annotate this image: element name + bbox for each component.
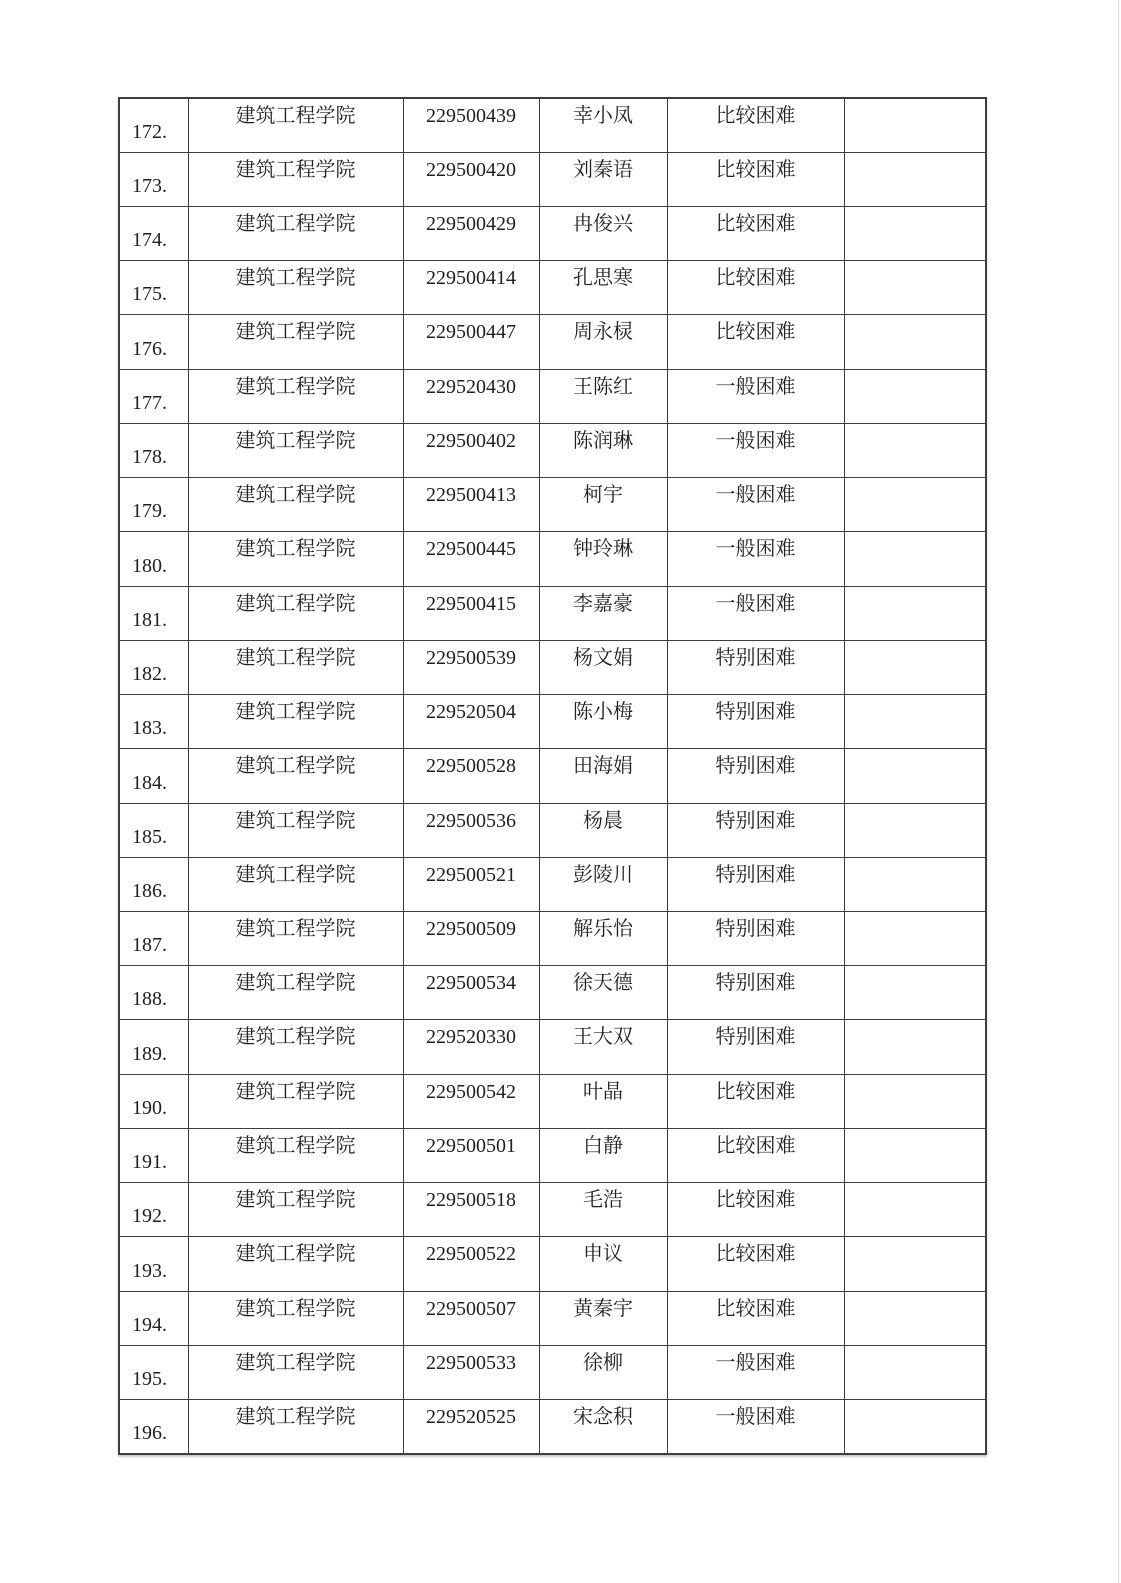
- cell-college: 建筑工程学院: [188, 532, 403, 586]
- cell-note: [844, 695, 986, 749]
- table-row: [119, 1345, 986, 1399]
- cell-name: 田海娟: [539, 749, 667, 803]
- cell-name: 周永棂: [539, 315, 667, 369]
- cell-student_id: 229500509: [403, 912, 539, 966]
- table-row: [119, 261, 986, 315]
- cell-name: 白静: [539, 1128, 667, 1182]
- page-edge-line: [1118, 0, 1119, 1583]
- cell-college: 建筑工程学院: [188, 315, 403, 369]
- cell-student_id: 229520430: [403, 369, 539, 423]
- cell-note: [844, 152, 986, 206]
- cell-name: 叶晶: [539, 1074, 667, 1128]
- cell-college: 建筑工程学院: [188, 152, 403, 206]
- table-row: [119, 1074, 986, 1128]
- cell-level: 比较困难: [667, 152, 844, 206]
- cell-student_id: 229500534: [403, 966, 539, 1020]
- cell-college: 建筑工程学院: [188, 586, 403, 640]
- table-row: [119, 1183, 986, 1237]
- table-row: [119, 1400, 986, 1454]
- cell-no: 174.: [119, 206, 188, 260]
- cell-level: 比较困难: [667, 261, 844, 315]
- cell-note: [844, 369, 986, 423]
- student-roster-table-body: [119, 98, 986, 1454]
- cell-college: 建筑工程学院: [188, 1183, 403, 1237]
- cell-no: 194.: [119, 1291, 188, 1345]
- cell-student_id: 229500439: [403, 98, 539, 152]
- cell-note: [844, 857, 986, 911]
- cell-college: 建筑工程学院: [188, 423, 403, 477]
- table-row: [119, 478, 986, 532]
- cell-name: 孔思寒: [539, 261, 667, 315]
- cell-no: 177.: [119, 369, 188, 423]
- cell-level: 比较困难: [667, 98, 844, 152]
- cell-name: 王大双: [539, 1020, 667, 1074]
- cell-student_id: 229520330: [403, 1020, 539, 1074]
- cell-name: 徐柳: [539, 1345, 667, 1399]
- table-row: [119, 532, 986, 586]
- cell-student_id: 229500536: [403, 803, 539, 857]
- cell-level: 一般困难: [667, 1345, 844, 1399]
- cell-no: 183.: [119, 695, 188, 749]
- cell-no: 176.: [119, 315, 188, 369]
- cell-note: [844, 586, 986, 640]
- cell-level: 特别困难: [667, 857, 844, 911]
- cell-level: 一般困难: [667, 369, 844, 423]
- cell-no: 180.: [119, 532, 188, 586]
- cell-name: 解乐怡: [539, 912, 667, 966]
- cell-student_id: 229500420: [403, 152, 539, 206]
- table-row: [119, 857, 986, 911]
- cell-note: [844, 1020, 986, 1074]
- cell-no: 178.: [119, 423, 188, 477]
- cell-student_id: 229500447: [403, 315, 539, 369]
- cell-level: 特别困难: [667, 695, 844, 749]
- cell-level: 一般困难: [667, 586, 844, 640]
- cell-level: 一般困难: [667, 532, 844, 586]
- cell-name: 陈润琳: [539, 423, 667, 477]
- table-row: [119, 369, 986, 423]
- cell-name: 冉俊兴: [539, 206, 667, 260]
- cell-no: 193.: [119, 1237, 188, 1291]
- cell-no: 190.: [119, 1074, 188, 1128]
- table-row: [119, 912, 986, 966]
- table-row: [119, 152, 986, 206]
- cell-college: 建筑工程学院: [188, 206, 403, 260]
- cell-level: 比较困难: [667, 315, 844, 369]
- cell-student_id: 229520525: [403, 1400, 539, 1454]
- cell-student_id: 229500413: [403, 478, 539, 532]
- cell-name: 宋念积: [539, 1400, 667, 1454]
- cell-level: 特别困难: [667, 1020, 844, 1074]
- cell-no: 187.: [119, 912, 188, 966]
- cell-college: 建筑工程学院: [188, 261, 403, 315]
- table-row: [119, 1128, 986, 1182]
- cell-note: [844, 749, 986, 803]
- cell-note: [844, 966, 986, 1020]
- cell-no: 181.: [119, 586, 188, 640]
- cell-level: 特别困难: [667, 966, 844, 1020]
- cell-note: [844, 912, 986, 966]
- cell-name: 钟玲琳: [539, 532, 667, 586]
- cell-student_id: 229500402: [403, 423, 539, 477]
- cell-level: 比较困难: [667, 1183, 844, 1237]
- cell-college: 建筑工程学院: [188, 478, 403, 532]
- cell-name: 杨晨: [539, 803, 667, 857]
- cell-note: [844, 532, 986, 586]
- cell-college: 建筑工程学院: [188, 640, 403, 694]
- cell-note: [844, 261, 986, 315]
- cell-no: 185.: [119, 803, 188, 857]
- student-roster-table: [118, 97, 987, 1455]
- cell-college: 建筑工程学院: [188, 803, 403, 857]
- cell-student_id: 229500429: [403, 206, 539, 260]
- table-row: [119, 315, 986, 369]
- cell-name: 毛浩: [539, 1183, 667, 1237]
- cell-note: [844, 1128, 986, 1182]
- cell-level: 一般困难: [667, 478, 844, 532]
- cell-college: 建筑工程学院: [188, 966, 403, 1020]
- cell-note: [844, 478, 986, 532]
- table-row: [119, 803, 986, 857]
- cell-college: 建筑工程学院: [188, 98, 403, 152]
- table-row: [119, 1291, 986, 1345]
- cell-name: 申议: [539, 1237, 667, 1291]
- cell-name: 陈小梅: [539, 695, 667, 749]
- cell-no: 191.: [119, 1128, 188, 1182]
- cell-name: 彭陵川: [539, 857, 667, 911]
- cell-college: 建筑工程学院: [188, 912, 403, 966]
- cell-no: 184.: [119, 749, 188, 803]
- cell-no: 188.: [119, 966, 188, 1020]
- cell-no: 196.: [119, 1400, 188, 1454]
- table-row: [119, 966, 986, 1020]
- table-row: [119, 423, 986, 477]
- cell-level: 比较困难: [667, 1074, 844, 1128]
- cell-no: 173.: [119, 152, 188, 206]
- cell-note: [844, 1400, 986, 1454]
- cell-college: 建筑工程学院: [188, 1128, 403, 1182]
- cell-name: 杨文娟: [539, 640, 667, 694]
- cell-no: 189.: [119, 1020, 188, 1074]
- cell-note: [844, 1183, 986, 1237]
- cell-level: 特别困难: [667, 803, 844, 857]
- table-row: [119, 1237, 986, 1291]
- cell-no: 192.: [119, 1183, 188, 1237]
- cell-no: 186.: [119, 857, 188, 911]
- cell-student_id: 229500539: [403, 640, 539, 694]
- cell-college: 建筑工程学院: [188, 857, 403, 911]
- cell-student_id: 229500414: [403, 261, 539, 315]
- cell-note: [844, 1074, 986, 1128]
- cell-no: 172.: [119, 98, 188, 152]
- cell-no: 175.: [119, 261, 188, 315]
- cell-note: [844, 98, 986, 152]
- cell-student_id: 229500542: [403, 1074, 539, 1128]
- cell-student_id: 229500445: [403, 532, 539, 586]
- cell-college: 建筑工程学院: [188, 1237, 403, 1291]
- table-row: [119, 640, 986, 694]
- cell-name: 李嘉豪: [539, 586, 667, 640]
- cell-college: 建筑工程学院: [188, 695, 403, 749]
- cell-note: [844, 640, 986, 694]
- cell-no: 182.: [119, 640, 188, 694]
- cell-no: 195.: [119, 1345, 188, 1399]
- cell-note: [844, 1291, 986, 1345]
- cell-student_id: 229500518: [403, 1183, 539, 1237]
- cell-note: [844, 315, 986, 369]
- cell-level: 比较困难: [667, 206, 844, 260]
- cell-level: 比较困难: [667, 1291, 844, 1345]
- cell-note: [844, 803, 986, 857]
- cell-level: 比较困难: [667, 1128, 844, 1182]
- cell-student_id: 229500533: [403, 1345, 539, 1399]
- cell-student_id: 229500415: [403, 586, 539, 640]
- cell-college: 建筑工程学院: [188, 1400, 403, 1454]
- cell-note: [844, 206, 986, 260]
- cell-college: 建筑工程学院: [188, 749, 403, 803]
- cell-college: 建筑工程学院: [188, 1291, 403, 1345]
- cell-student_id: 229500507: [403, 1291, 539, 1345]
- cell-student_id: 229500522: [403, 1237, 539, 1291]
- cell-name: 柯宇: [539, 478, 667, 532]
- cell-level: 一般困难: [667, 423, 844, 477]
- cell-note: [844, 1237, 986, 1291]
- cell-college: 建筑工程学院: [188, 1020, 403, 1074]
- cell-level: 一般困难: [667, 1400, 844, 1454]
- cell-name: 幸小凤: [539, 98, 667, 152]
- cell-no: 179.: [119, 478, 188, 532]
- cell-note: [844, 1345, 986, 1399]
- table-row: [119, 98, 986, 152]
- cell-level: 特别困难: [667, 640, 844, 694]
- table-row: [119, 206, 986, 260]
- cell-college: 建筑工程学院: [188, 1074, 403, 1128]
- cell-name: 徐天德: [539, 966, 667, 1020]
- table-row: [119, 586, 986, 640]
- cell-name: 王陈红: [539, 369, 667, 423]
- table-row: [119, 1020, 986, 1074]
- cell-note: [844, 423, 986, 477]
- cell-college: 建筑工程学院: [188, 369, 403, 423]
- cell-student_id: 229500528: [403, 749, 539, 803]
- table-row: [119, 695, 986, 749]
- cell-level: 特别困难: [667, 912, 844, 966]
- cell-student_id: 229500521: [403, 857, 539, 911]
- table-row: [119, 749, 986, 803]
- cell-level: 特别困难: [667, 749, 844, 803]
- cell-college: 建筑工程学院: [188, 1345, 403, 1399]
- cell-level: 比较困难: [667, 1237, 844, 1291]
- cell-name: 刘秦语: [539, 152, 667, 206]
- cell-student_id: 229500501: [403, 1128, 539, 1182]
- cell-student_id: 229520504: [403, 695, 539, 749]
- cell-name: 黄秦宇: [539, 1291, 667, 1345]
